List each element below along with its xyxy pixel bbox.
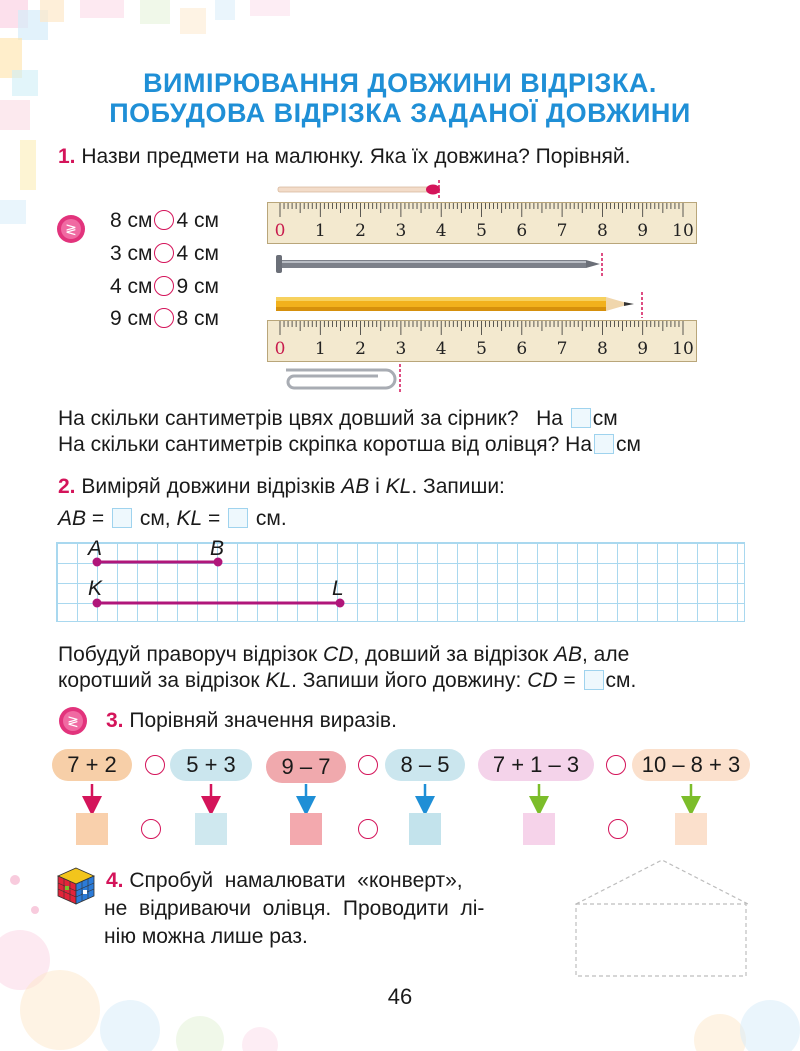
segments-drawing bbox=[56, 534, 456, 624]
build-text: , довший за відрізок bbox=[353, 643, 549, 666]
ruler-label: 9 bbox=[637, 339, 649, 359]
svg-text:≷: ≷ bbox=[65, 222, 77, 238]
equals-sign: = bbox=[207, 507, 221, 530]
segment-cd-label: CD bbox=[527, 669, 558, 692]
question-text: На скільки сантиметрів цвях довший за сірник? bbox=[58, 407, 519, 430]
task4-line3: нію можна лише раз. bbox=[104, 925, 308, 948]
page-title-line1: ВИМІРЮВАННЯ ДОВЖИНИ ВІДРІЗКА. bbox=[143, 68, 657, 98]
answer-square-2[interactable] bbox=[195, 813, 227, 845]
ruler-label: 6 bbox=[516, 339, 528, 359]
cd-answer-box[interactable] bbox=[584, 670, 604, 690]
ruler-label: 2 bbox=[355, 221, 367, 241]
build-text: , але bbox=[581, 643, 630, 666]
task1-text: Назви предмети на малюнку. Яка їх довжина? Порівняй. bbox=[81, 145, 631, 168]
segment-ab-label: AB bbox=[553, 643, 582, 666]
task4-line1 bbox=[106, 868, 463, 894]
ruler-label: 1 bbox=[314, 221, 326, 241]
ruler-label: 5 bbox=[476, 221, 487, 241]
ruler-label: 10 bbox=[672, 221, 694, 241]
page-number: 46 bbox=[387, 984, 413, 1009]
compare-circle[interactable] bbox=[154, 276, 174, 296]
segment-cd-label: CD bbox=[323, 643, 354, 666]
compare-circle[interactable] bbox=[358, 755, 378, 775]
build-text: Побудуй праворуч відрізок bbox=[58, 643, 318, 666]
expression-pill-3: 9 – 7 bbox=[266, 751, 346, 783]
formula-kl: KL bbox=[176, 507, 203, 530]
unit-text: см, bbox=[139, 507, 171, 530]
ab-answer-box[interactable] bbox=[112, 508, 132, 528]
comparison-row-3 bbox=[110, 274, 219, 300]
nail-image bbox=[276, 253, 616, 277]
ruler-label: 2 bbox=[355, 339, 367, 359]
match-image bbox=[276, 180, 446, 200]
rubik-cube-icon bbox=[56, 866, 96, 906]
answer-box[interactable] bbox=[571, 408, 591, 428]
compare-icon bbox=[58, 706, 88, 736]
compare-icon bbox=[56, 214, 86, 244]
task2-build-line1 bbox=[58, 642, 629, 668]
page-title-line2: ПОБУДОВА ВІДРІЗКА ЗАДАНОЇ ДОВЖИНИ bbox=[109, 98, 691, 128]
answer-box[interactable] bbox=[594, 434, 614, 454]
ruler-label: 3 bbox=[395, 221, 407, 241]
compare-circle[interactable] bbox=[606, 755, 626, 775]
cmp-right: 9 см bbox=[176, 275, 219, 298]
ruler-bottom bbox=[267, 320, 697, 362]
task2-text-and: і bbox=[375, 475, 380, 498]
compare-circle[interactable] bbox=[608, 819, 628, 839]
compare-circle[interactable] bbox=[358, 819, 378, 839]
answer-square-5[interactable] bbox=[523, 813, 555, 845]
question-prefix: На bbox=[536, 407, 563, 430]
segment-kl-label: KL bbox=[385, 475, 412, 498]
compare-circle[interactable] bbox=[154, 308, 174, 328]
point-a-label: A bbox=[88, 537, 103, 560]
task2-number: 2. bbox=[58, 475, 76, 498]
expression-pill-6: 10 – 8 + 3 bbox=[632, 749, 750, 781]
task4-text: Спробуй намалювати «конверт», bbox=[129, 869, 463, 892]
task1-question-1 bbox=[58, 406, 618, 432]
answer-square-6[interactable] bbox=[675, 813, 707, 845]
ruler-label: 1 bbox=[314, 339, 326, 359]
cmp-left: 3 см bbox=[110, 242, 153, 265]
task3-heading bbox=[106, 708, 397, 734]
ruler-label: 6 bbox=[516, 221, 528, 241]
task1-number: 1. bbox=[58, 145, 76, 168]
ruler-label: 10 bbox=[672, 339, 694, 359]
answer-square-4[interactable] bbox=[409, 813, 441, 845]
cmp-right: 4 см bbox=[176, 242, 219, 265]
ruler-label: 7 bbox=[556, 339, 568, 359]
question-unit: см bbox=[592, 407, 618, 430]
task4-number: 4. bbox=[106, 869, 124, 892]
answer-square-3[interactable] bbox=[290, 813, 322, 845]
unit-text: см. bbox=[605, 669, 637, 692]
ruler-label: 8 bbox=[596, 339, 608, 359]
task3-text: Порівняй значення виразів. bbox=[129, 709, 397, 732]
task2-text-end: . Запиши: bbox=[411, 475, 505, 498]
point-l-label: L bbox=[332, 577, 344, 600]
compare-circle[interactable] bbox=[145, 755, 165, 775]
task1-heading bbox=[58, 144, 631, 170]
cmp-right: 8 см bbox=[176, 307, 219, 330]
expression-pill-4: 8 – 5 bbox=[385, 749, 465, 781]
answer-square-1[interactable] bbox=[76, 813, 108, 845]
build-text: . Запиши його довжину: bbox=[291, 669, 522, 692]
question-unit: см bbox=[616, 433, 641, 456]
task1-question-2 bbox=[58, 432, 641, 458]
comparison-row-2 bbox=[110, 241, 219, 267]
kl-answer-box[interactable] bbox=[228, 508, 248, 528]
formula-ab: AB bbox=[58, 507, 87, 530]
ruler-label: 0 bbox=[274, 221, 286, 241]
compare-circle[interactable] bbox=[141, 819, 161, 839]
expression-pill-2: 5 + 3 bbox=[170, 749, 252, 781]
cmp-right: 4 см bbox=[176, 209, 219, 232]
question-prefix: На bbox=[565, 433, 593, 456]
unit-text: см. bbox=[255, 507, 287, 530]
cmp-left: 8 см bbox=[110, 209, 153, 232]
build-text: коротший за відрізок bbox=[58, 669, 260, 692]
paperclip-image bbox=[276, 364, 416, 394]
task3-number: 3. bbox=[106, 709, 124, 732]
expression-pill-1: 7 + 2 bbox=[52, 749, 132, 781]
cmp-left: 4 см bbox=[110, 275, 153, 298]
expression-pill-5: 7 + 1 – 3 bbox=[478, 749, 594, 781]
envelope-shape bbox=[572, 856, 752, 981]
ruler-label: 0 bbox=[274, 339, 286, 359]
cmp-left: 9 см bbox=[110, 307, 153, 330]
ruler-label: 7 bbox=[556, 221, 568, 241]
ruler-label: 4 bbox=[435, 339, 447, 359]
ruler-label: 3 bbox=[395, 339, 407, 359]
task2-build-line2 bbox=[58, 668, 636, 694]
comparison-row-4 bbox=[110, 306, 219, 332]
pencil-image bbox=[276, 292, 656, 318]
ruler-label: 8 bbox=[596, 221, 608, 241]
ruler-label: 4 bbox=[435, 221, 447, 241]
equals-sign: = bbox=[563, 669, 576, 692]
question-text: На скільки сантиметрів скріпка коротша від олівця? bbox=[58, 433, 560, 456]
segment-ab-label: AB bbox=[341, 475, 370, 498]
task4-line2: не відриваючи олівця. Проводити лі- bbox=[104, 897, 485, 920]
segment-kl-label: KL bbox=[265, 669, 292, 692]
compare-circle[interactable] bbox=[154, 210, 174, 230]
ruler-top bbox=[267, 202, 697, 244]
task2-formula bbox=[58, 506, 287, 532]
point-b-label: B bbox=[210, 537, 225, 560]
ruler-label: 9 bbox=[637, 221, 649, 241]
equals-sign: = bbox=[91, 507, 105, 530]
task2-heading bbox=[58, 474, 505, 500]
svg-text:≷: ≷ bbox=[67, 714, 79, 730]
task2-text: Виміряй довжини відрізків bbox=[81, 475, 336, 498]
compare-circle[interactable] bbox=[154, 243, 174, 263]
comparison-row-1 bbox=[110, 208, 219, 234]
point-k-label: K bbox=[88, 577, 103, 600]
ruler-label: 5 bbox=[476, 339, 487, 359]
